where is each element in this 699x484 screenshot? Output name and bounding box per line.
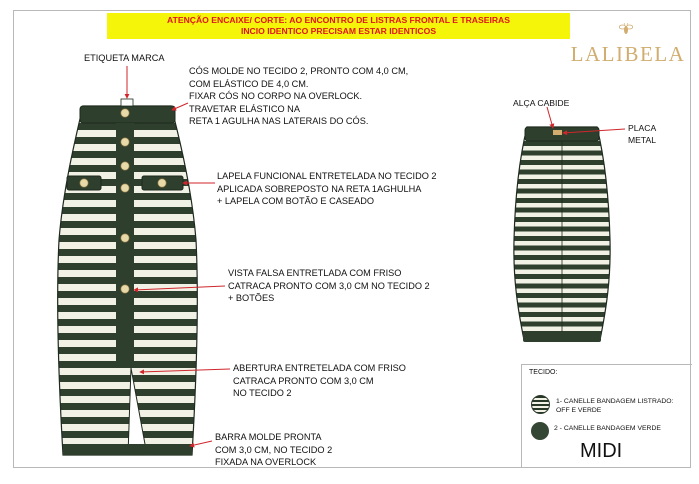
arrow-vista (134, 286, 225, 290)
note-lapela-line: LAPELA FUNCIONAL ENTRETELADA NO TECIDO 2 (217, 171, 437, 181)
brand-logo: LALIBELA (570, 42, 686, 66)
banner-line-1: ATENÇÃO ENCAIXE/ CORTE: AO ENCONTRO DE LISTRAS FRONTAL E TRASEIRAS (167, 15, 510, 25)
arrow-cos (172, 103, 188, 110)
green-fabric-swatch (531, 422, 549, 440)
note-abertura-line: ABERTURA ENTRETELADA COM FRISO (233, 363, 406, 373)
size-label: MIDI (580, 440, 623, 462)
note-cos-line: COM ELÁSTICO DE 4,0 CM. (189, 78, 309, 89)
note-vista-line: CATRACA PRONTO COM 3,0 CM NO TECIDO 2 (228, 280, 430, 291)
arrow-placa (563, 129, 625, 133)
note-placa-line: PLACA (628, 123, 657, 133)
fabric-item-1-line: OFF E VERDE (556, 407, 602, 414)
fabric-title: TECIDO: (529, 369, 558, 376)
arrow-abertura (140, 369, 230, 372)
fabric-item-2: 2 - CANELLE BANDAGEM VERDE (554, 425, 661, 432)
note-lapela-line: APLICADA SOBREPOSTO NA RETA 1AGHULHA (217, 183, 422, 194)
note-placa-line: METAL (628, 134, 657, 145)
note-vista (228, 267, 430, 305)
note-vista-line: + BOTÕES (228, 293, 275, 303)
note-cos-line: RETA 1 AGULHA NAS LATERAIS DO CÓS. (189, 116, 369, 126)
note-abertura-line: NO TECIDO 2 (233, 388, 292, 398)
note-barra-line: FIXADA NA OVERLOCK (215, 457, 317, 467)
note-barra-line: COM 3,0 CM, NO TECIDO 2 (215, 444, 333, 455)
note-barra-line: BARRA MOLDE PRONTA (215, 432, 322, 442)
arrow-alca (547, 107, 553, 128)
note-lapela (217, 170, 437, 208)
note-cos-line: FIXAR CÓS NO CORPO NA OVERLOCK. (189, 91, 363, 101)
note-lapela-line: + LAPELA COM BOTÃO E CASEADO (217, 196, 375, 206)
note-placa-metal (628, 123, 656, 146)
fabric-item-1-line: 1- CANELLE BANDAGEM LISTRADO: (556, 398, 674, 405)
banner-line-2: INCIO IDENTICO PRECISAM ESTAR IDENTICOS (240, 26, 437, 36)
fabric-item-1 (556, 397, 673, 415)
note-vista-line: VISTA FALSA ENTRETLADA COM FRISO (228, 268, 402, 278)
note-barra (215, 431, 332, 469)
note-alca-cabide: ALÇA CABIDE (513, 98, 570, 108)
note-etiqueta-marca: ETIQUETA MARCA (84, 53, 165, 63)
striped-fabric-swatch (531, 395, 550, 414)
note-abertura-line: CATRACA PRONTO COM 3,0 CM (233, 375, 374, 386)
arrow-barra (190, 441, 212, 446)
note-abertura (233, 362, 406, 400)
note-cos-line: CÓS MOLDE NO TECIDO 2, PRONTO COM 4,0 CM, (189, 66, 409, 76)
note-cos (189, 65, 408, 128)
note-cos-line: TRAVETAR ELÁSTICO NA (189, 103, 300, 114)
